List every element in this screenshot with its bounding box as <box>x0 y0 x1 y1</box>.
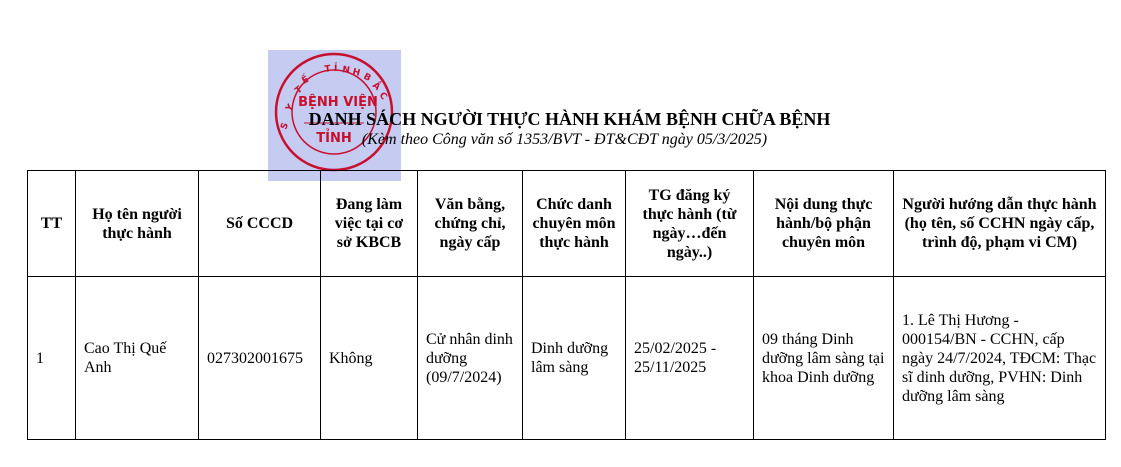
header-degree: Văn bằng, chứng chỉ, ngày cấp <box>418 171 523 277</box>
cell-working-at: Không <box>321 277 418 440</box>
svg-text:T: T <box>293 84 305 97</box>
svg-text:Ế: Ế <box>300 74 311 87</box>
svg-text:B: B <box>361 71 373 84</box>
svg-text:T: T <box>324 64 332 75</box>
svg-text:Y: Y <box>284 102 297 114</box>
stamp-line1: BỆNH VIỆN <box>298 95 378 110</box>
header-name: Họ tên người thực hành <box>76 171 199 277</box>
header-cccd: Số CCCD <box>199 171 321 277</box>
document-title: DANH SÁCH NGƯỜI THỰC HÀNH KHÁM BỆNH CHỮA BỆNH <box>308 109 831 129</box>
table-header-row <box>28 171 1106 277</box>
header-period: TG đăng ký thực hành (từ ngày…đến ngày..) <box>626 171 754 277</box>
svg-text:S: S <box>279 121 292 132</box>
svg-text:H: H <box>351 67 362 79</box>
cell-degree: Cử nhân dinh dưỡng (09/7/2024) <box>418 277 523 440</box>
cell-period: 25/02/2025 - 25/11/2025 <box>626 277 754 440</box>
cell-supervisor: 1. Lê Thị Hương - 000154/BN - CCHN, cấp ngày 24/7/2024, TĐCM: Thạc sĩ dinh dưỡng, PVHN: Dinh dưỡng lâm sàng <box>894 277 1106 440</box>
header-tt: TT <box>28 171 76 277</box>
header-supervisor: Người hướng dẫn thực hành (họ tên, số CCHN ngày cấp, trình độ, phạm vi CM) <box>894 171 1106 277</box>
cell-tt: 1 <box>28 277 76 440</box>
trainee-table <box>27 170 1106 440</box>
stamp-line2: TỈNH <box>316 131 352 146</box>
svg-text:Ắ: Ắ <box>370 80 382 93</box>
cell-title: Dinh dưỡng lâm sàng <box>523 277 626 440</box>
svg-text:C: C <box>376 90 389 103</box>
header-working-at: Đang làm việc tại cơ sở KBCB <box>321 171 418 277</box>
header-content: Nội dung thực hành/bộ phận chuyên môn <box>754 171 894 277</box>
svg-text:Ỉ: Ỉ <box>334 64 338 74</box>
cell-content: 09 tháng Dinh dưỡng lâm sàng tại khoa Dinh dưỡng <box>754 277 894 440</box>
cell-cccd: 027302001675 <box>199 277 321 440</box>
document-subtitle: (Kèm theo Công văn số 1353/BVT - ĐT&CĐT ngày 05/3/2025) <box>361 131 768 148</box>
header-title: Chức danh chuyên môn thực hành <box>523 171 626 277</box>
cell-name: Cao Thị Quế Anh <box>76 277 199 440</box>
svg-text:N: N <box>341 65 351 77</box>
table-row <box>28 277 1106 440</box>
